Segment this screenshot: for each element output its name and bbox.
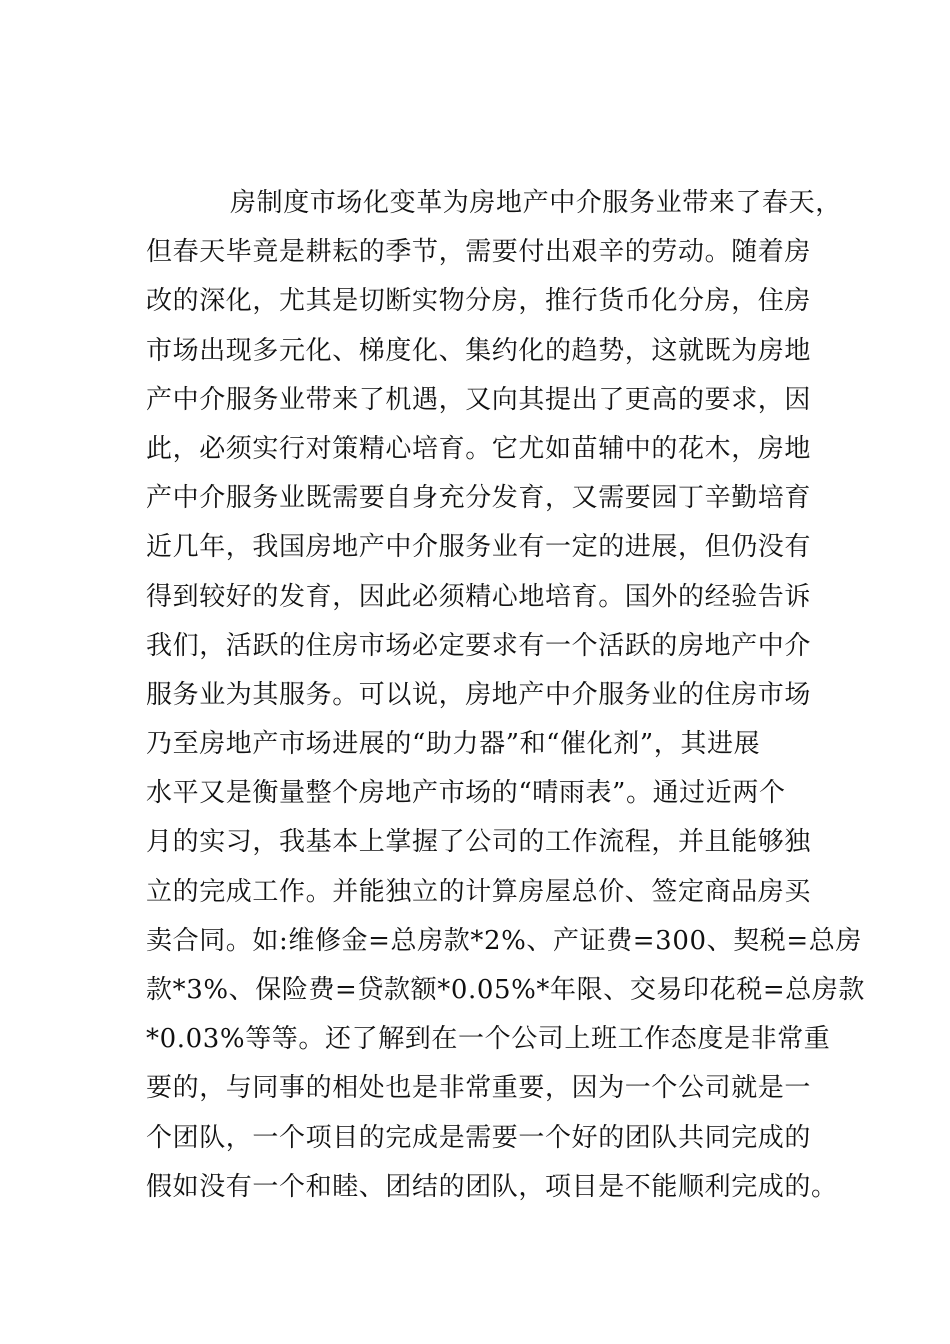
- text-line: 款*3%、保险费=贷款额*0.05%*年限、交易印花税=总房款: [146, 975, 866, 1005]
- text-line: 市场出现多元化、梯度化、集约化的趋势，这就既为房地: [146, 335, 812, 366]
- text-line: 改的深化，尤其是切断实物分房，推行货币化分房，住房: [146, 286, 812, 317]
- text-line: 产中介服务业带来了机遇，又向其提出了更高的要求，因: [146, 384, 812, 415]
- text-line: 房制度市场化变革为房地产中介服务业带来了春天，: [230, 188, 842, 218]
- text-line: 近几年，我国房地产中介服务业有一定的进展，但仍没有: [146, 532, 812, 563]
- text-line: 产中介服务业既需要自身充分发育，又需要园丁辛勤培育: [146, 483, 812, 514]
- text-line: 假如没有一个和睦、团结的团队，项目是不能顺利完成的。: [146, 1171, 838, 1202]
- text-line: 我们，活跃的住房市场必定要求有一个活跃的房地产中介: [146, 630, 812, 661]
- body-paragraph: [146, 179, 866, 1212]
- text-line: 卖合同。如:维修金=总房款*2%、产证费=300、契税=总房: [146, 925, 862, 956]
- text-line: 水平又是衡量整个房地产市场的“晴雨表”。通过近两个: [146, 778, 786, 809]
- text-line: 个团队，一个项目的完成是需要一个好的团队共同完成的: [146, 1122, 812, 1153]
- text-line: *0.03%等等。还了解到在一个公司上班工作态度是非常重: [146, 1024, 831, 1055]
- text-line: 乃至房地产市场进展的“助力器”和“催化剂”，其进展: [146, 729, 761, 760]
- text-line: 此，必须实行对策精心培育。它尤如苗辅中的花木，房地: [146, 433, 812, 464]
- text-line: 立的完成工作。并能独立的计算房屋总价、签定商品房买: [146, 876, 812, 907]
- text-line: 但春天毕竟是耕耘的季节，需要付出艰辛的劳动。随着房: [146, 237, 812, 268]
- text-line: 月的实习，我基本上掌握了公司的工作流程，并且能够独: [146, 827, 812, 858]
- text-line: 服务业为其服务。可以说，房地产中介服务业的住房市场: [146, 679, 812, 710]
- text-line: 要的，与同事的相处也是非常重要，因为一个公司就是一: [146, 1073, 812, 1104]
- text-line: 得到较好的发育，因此必须精心地培育。国外的经验告诉: [146, 581, 812, 612]
